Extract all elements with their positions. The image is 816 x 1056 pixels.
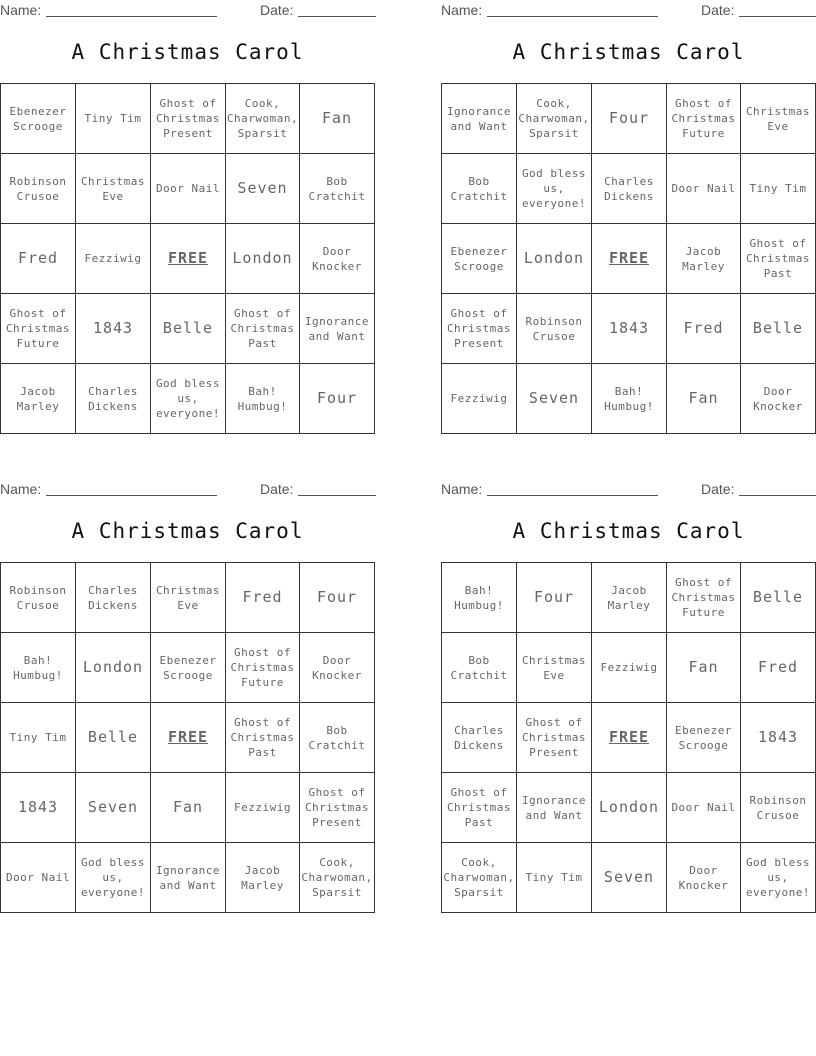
bingo-cell: Ghost of Christmas Future <box>1 294 76 364</box>
bingo-cell: Cook, Charwoman, Sparsit <box>226 84 300 154</box>
bingo-cell: Tiny Tim <box>76 84 151 154</box>
bingo-cell: Fred <box>667 294 741 364</box>
bingo-cell: Charles Dickens <box>76 364 151 434</box>
bingo-cell: Ghost of Christmas Past <box>741 224 816 294</box>
bingo-cell: 1843 <box>592 294 667 364</box>
bingo-cell: Ghost of Christmas Past <box>226 703 300 773</box>
bingo-cell: Ignorance and Want <box>517 773 592 843</box>
bingo-cell: Tiny Tim <box>517 843 592 913</box>
bingo-grid <box>441 562 816 913</box>
name-date-line <box>441 479 816 501</box>
date-blank[interactable] <box>739 495 816 496</box>
bingo-cell: Bah! Humbug! <box>1 633 76 703</box>
bingo-cell: Ebenezer Scrooge <box>442 224 517 294</box>
bingo-card-2 <box>441 0 816 435</box>
bingo-cell: Ghost of Christmas Present <box>442 294 517 364</box>
name-date-line <box>441 0 816 22</box>
bingo-cell: Bob Cratchit <box>442 633 517 703</box>
bingo-grid <box>441 83 816 434</box>
bingo-card-4 <box>441 479 816 914</box>
bingo-cell: Charles Dickens <box>442 703 517 773</box>
bingo-cell: Christmas Eve <box>76 154 151 224</box>
bingo-cell: Christmas Eve <box>741 84 816 154</box>
name-date-line <box>0 479 375 501</box>
bingo-grid <box>0 562 375 913</box>
date-blank[interactable] <box>298 495 376 496</box>
name-date-line <box>0 0 375 22</box>
date-label: Date: <box>701 481 735 497</box>
bingo-cell: 1843 <box>1 773 76 843</box>
bingo-grid <box>0 83 375 434</box>
bingo-cell: Ignorance and Want <box>300 294 375 364</box>
bingo-cell: Jacob Marley <box>592 563 667 633</box>
name-blank[interactable] <box>46 495 217 496</box>
bingo-cell: Ebenezer Scrooge <box>151 633 226 703</box>
bingo-cell: Ghost of Christmas Future <box>667 84 741 154</box>
bingo-cell: FREE <box>151 224 226 294</box>
bingo-cell: London <box>76 633 151 703</box>
bingo-cell: Fan <box>300 84 375 154</box>
bingo-cell: Robinson Crusoe <box>517 294 592 364</box>
bingo-cell: Seven <box>76 773 151 843</box>
bingo-cell: Fred <box>1 224 76 294</box>
bingo-cell: God bless us, everyone! <box>741 843 816 913</box>
bingo-cell: Fezziwig <box>592 633 667 703</box>
bingo-cell: Robinson Crusoe <box>741 773 816 843</box>
bingo-cell: Ghost of Christmas Past <box>226 294 300 364</box>
bingo-cell: God bless us, everyone! <box>151 364 226 434</box>
bingo-cell: London <box>592 773 667 843</box>
bingo-cell: Four <box>300 563 375 633</box>
bingo-cell: FREE <box>151 703 226 773</box>
bingo-cell: Door Knocker <box>300 224 375 294</box>
name-blank[interactable] <box>46 16 217 17</box>
bingo-cell: Christmas Eve <box>517 633 592 703</box>
bingo-card-1 <box>0 0 375 435</box>
bingo-cell: Belle <box>741 294 816 364</box>
bingo-cell: FREE <box>592 703 667 773</box>
bingo-cell: God bless us, everyone! <box>517 154 592 224</box>
bingo-cell: Ignorance and Want <box>151 843 226 913</box>
bingo-cell: Ghost of Christmas Future <box>667 563 741 633</box>
bingo-cell: Fezziwig <box>226 773 300 843</box>
name-blank[interactable] <box>487 16 658 17</box>
bingo-cell: Jacob Marley <box>667 224 741 294</box>
bingo-cell: Door Knocker <box>741 364 816 434</box>
bingo-cell: Door Knocker <box>300 633 375 703</box>
bingo-cell: 1843 <box>76 294 151 364</box>
card-title: A Christmas Carol <box>71 40 304 64</box>
bingo-cell: Cook, Charwoman, Sparsit <box>517 84 592 154</box>
bingo-cell: Ghost of Christmas Present <box>517 703 592 773</box>
name-blank[interactable] <box>487 495 658 496</box>
bingo-cell: Robinson Crusoe <box>1 563 76 633</box>
bingo-cell: God bless us, everyone! <box>76 843 151 913</box>
card-title: A Christmas Carol <box>512 519 745 543</box>
date-blank[interactable] <box>298 16 376 17</box>
bingo-cell: Bah! Humbug! <box>592 364 667 434</box>
date-blank[interactable] <box>739 16 816 17</box>
card-title: A Christmas Carol <box>512 40 745 64</box>
name-label: Name: <box>441 481 483 497</box>
bingo-cell: FREE <box>592 224 667 294</box>
name-label: Name: <box>0 2 42 18</box>
date-label: Date: <box>260 481 294 497</box>
bingo-cell: Four <box>592 84 667 154</box>
bingo-cell: Belle <box>76 703 151 773</box>
bingo-cell: Tiny Tim <box>1 703 76 773</box>
bingo-cell: Ghost of Christmas Present <box>151 84 226 154</box>
bingo-cell: Cook, Charwoman, Sparsit <box>300 843 375 913</box>
bingo-cell: Door Knocker <box>667 843 741 913</box>
bingo-cell: Belle <box>741 563 816 633</box>
bingo-cell: Christmas Eve <box>151 563 226 633</box>
bingo-cell: 1843 <box>741 703 816 773</box>
bingo-cell: London <box>517 224 592 294</box>
bingo-cell: Ghost of Christmas Present <box>300 773 375 843</box>
bingo-cell: Belle <box>151 294 226 364</box>
bingo-cell: Fezziwig <box>442 364 517 434</box>
bingo-cell: Bob Cratchit <box>300 154 375 224</box>
bingo-cell: Jacob Marley <box>1 364 76 434</box>
bingo-cell: Ghost of Christmas Future <box>226 633 300 703</box>
date-label: Date: <box>701 2 735 18</box>
bingo-cell: Fred <box>226 563 300 633</box>
bingo-cell: Tiny Tim <box>741 154 816 224</box>
bingo-cell: Four <box>517 563 592 633</box>
bingo-cell: Seven <box>226 154 300 224</box>
bingo-cell: Robinson Crusoe <box>1 154 76 224</box>
bingo-cell: Fezziwig <box>76 224 151 294</box>
bingo-cell: Seven <box>517 364 592 434</box>
bingo-cell: Bob Cratchit <box>300 703 375 773</box>
bingo-cell: Bob Cratchit <box>442 154 517 224</box>
bingo-cell: Ghost of Christmas Past <box>442 773 517 843</box>
bingo-cell: Door Nail <box>667 154 741 224</box>
bingo-card-3 <box>0 479 375 914</box>
bingo-cell: Seven <box>592 843 667 913</box>
bingo-cell: Ignorance and Want <box>442 84 517 154</box>
bingo-cell: Fred <box>741 633 816 703</box>
name-label: Name: <box>441 2 483 18</box>
bingo-cell: Four <box>300 364 375 434</box>
bingo-cell: Fan <box>667 364 741 434</box>
bingo-cell: Door Nail <box>1 843 76 913</box>
bingo-cell: Ebenezer Scrooge <box>1 84 76 154</box>
bingo-cell: London <box>226 224 300 294</box>
bingo-cell: Cook, Charwoman, Sparsit <box>442 843 517 913</box>
bingo-cell: Bah! Humbug! <box>442 563 517 633</box>
bingo-cell: Fan <box>151 773 226 843</box>
bingo-cell: Jacob Marley <box>226 843 300 913</box>
bingo-cell: Bah! Humbug! <box>226 364 300 434</box>
bingo-cell: Ebenezer Scrooge <box>667 703 741 773</box>
card-title: A Christmas Carol <box>71 519 304 543</box>
bingo-cell: Door Nail <box>151 154 226 224</box>
name-label: Name: <box>0 481 42 497</box>
bingo-cell: Charles Dickens <box>76 563 151 633</box>
bingo-cell: Fan <box>667 633 741 703</box>
bingo-cell: Charles Dickens <box>592 154 667 224</box>
bingo-cell: Door Nail <box>667 773 741 843</box>
date-label: Date: <box>260 2 294 18</box>
